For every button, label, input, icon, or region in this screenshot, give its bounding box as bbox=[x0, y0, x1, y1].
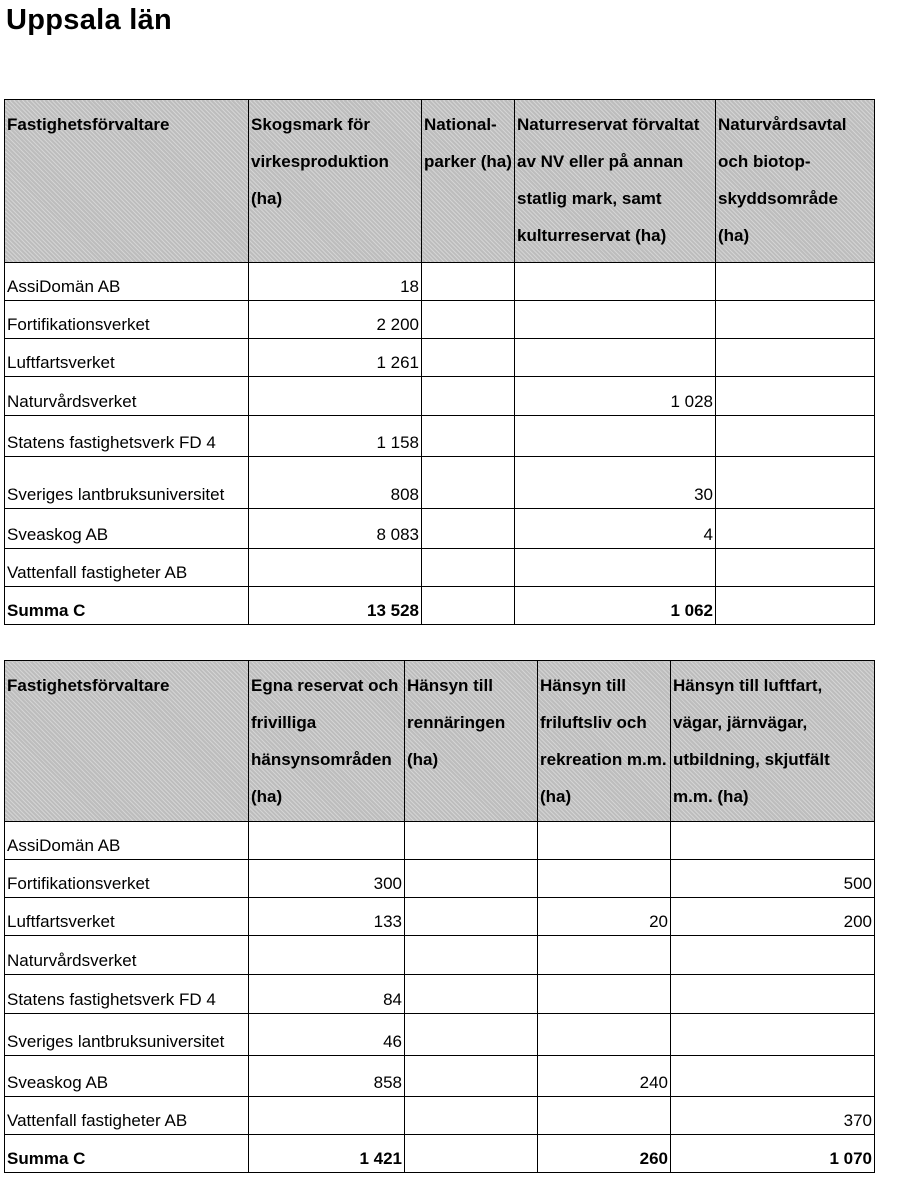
value-cell bbox=[716, 549, 875, 587]
owner-cell: AssiDomän AB bbox=[5, 263, 249, 301]
owner-cell: Sveriges lantbruksuniversitet bbox=[5, 457, 249, 509]
value-cell bbox=[538, 822, 671, 860]
value-cell: 20 bbox=[538, 898, 671, 936]
value-cell bbox=[249, 822, 405, 860]
value-cell: 200 bbox=[671, 898, 875, 936]
consideration-areas-table bbox=[4, 660, 875, 1173]
value-cell bbox=[671, 1056, 875, 1097]
owner-cell: Statens fastighetsverk FD 4 bbox=[5, 416, 249, 457]
value-cell bbox=[716, 301, 875, 339]
value-cell bbox=[405, 860, 538, 898]
value-cell bbox=[422, 339, 515, 377]
column-header: Hänsyn till luftfart, vägar, järnvägar, utbildning, skjutfält m.m. (ha) bbox=[671, 661, 875, 822]
table-row bbox=[5, 975, 875, 1014]
owner-cell: Summa C bbox=[5, 1135, 249, 1173]
table-row bbox=[5, 860, 875, 898]
value-cell bbox=[422, 509, 515, 549]
value-cell: 30 bbox=[515, 457, 716, 509]
value-cell bbox=[716, 377, 875, 416]
value-cell bbox=[538, 860, 671, 898]
column-header: Hänsyn till friluftsliv och rekreation m.m. (ha) bbox=[538, 661, 671, 822]
total-row bbox=[5, 1135, 875, 1173]
value-cell: 1 261 bbox=[249, 339, 422, 377]
owner-cell: AssiDomän AB bbox=[5, 822, 249, 860]
value-cell: 8 083 bbox=[249, 509, 422, 549]
owner-cell: Sveriges lantbruksuniversitet bbox=[5, 1014, 249, 1056]
table-row bbox=[5, 898, 875, 936]
value-cell bbox=[405, 1056, 538, 1097]
owner-cell: Sveaskog AB bbox=[5, 1056, 249, 1097]
table-row bbox=[5, 822, 875, 860]
value-cell: 46 bbox=[249, 1014, 405, 1056]
owner-cell: Luftfartsverket bbox=[5, 339, 249, 377]
value-cell bbox=[515, 549, 716, 587]
table-row bbox=[5, 301, 875, 339]
value-cell bbox=[405, 1135, 538, 1173]
value-cell bbox=[249, 549, 422, 587]
forest-land-table bbox=[4, 99, 875, 625]
value-cell bbox=[405, 822, 538, 860]
value-cell: 2 200 bbox=[249, 301, 422, 339]
value-cell bbox=[422, 301, 515, 339]
value-cell bbox=[716, 457, 875, 509]
value-cell bbox=[249, 1097, 405, 1135]
table-header-row bbox=[5, 100, 875, 263]
value-cell bbox=[716, 416, 875, 457]
owner-cell: Vattenfall fastigheter AB bbox=[5, 549, 249, 587]
value-cell: 1 158 bbox=[249, 416, 422, 457]
value-cell: 133 bbox=[249, 898, 405, 936]
value-cell bbox=[671, 1014, 875, 1056]
value-cell bbox=[515, 263, 716, 301]
value-cell bbox=[671, 936, 875, 975]
value-cell bbox=[538, 936, 671, 975]
value-cell: 260 bbox=[538, 1135, 671, 1173]
owner-cell: Fortifikationsverket bbox=[5, 860, 249, 898]
table-row bbox=[5, 549, 875, 587]
value-cell bbox=[515, 339, 716, 377]
value-cell: 84 bbox=[249, 975, 405, 1014]
value-cell bbox=[716, 509, 875, 549]
value-cell: 500 bbox=[671, 860, 875, 898]
value-cell: 240 bbox=[538, 1056, 671, 1097]
value-cell bbox=[405, 898, 538, 936]
value-cell: 1 028 bbox=[515, 377, 716, 416]
table-row bbox=[5, 1014, 875, 1056]
value-cell bbox=[422, 457, 515, 509]
value-cell bbox=[405, 975, 538, 1014]
value-cell: 1 070 bbox=[671, 1135, 875, 1173]
value-cell: 808 bbox=[249, 457, 422, 509]
value-cell bbox=[405, 936, 538, 975]
value-cell bbox=[716, 587, 875, 625]
value-cell bbox=[716, 339, 875, 377]
column-header: Skogsmark för virkesproduktion (ha) bbox=[249, 100, 422, 263]
value-cell bbox=[716, 263, 875, 301]
column-header: Fastighetsförvaltare bbox=[5, 100, 249, 263]
value-cell: 858 bbox=[249, 1056, 405, 1097]
value-cell: 300 bbox=[249, 860, 405, 898]
value-cell bbox=[538, 1014, 671, 1056]
value-cell bbox=[538, 975, 671, 1014]
value-cell bbox=[422, 416, 515, 457]
table-header-row bbox=[5, 661, 875, 822]
table-row bbox=[5, 1056, 875, 1097]
value-cell bbox=[671, 975, 875, 1014]
value-cell: 1 421 bbox=[249, 1135, 405, 1173]
value-cell bbox=[422, 377, 515, 416]
table-row bbox=[5, 377, 875, 416]
table-row bbox=[5, 416, 875, 457]
value-cell bbox=[515, 301, 716, 339]
value-cell: 1 062 bbox=[515, 587, 716, 625]
column-header: Naturreservat förvaltat av NV eller på annan statlig mark, samt kulturreservat (ha) bbox=[515, 100, 716, 263]
value-cell bbox=[422, 263, 515, 301]
column-header: Hänsyn till rennäringen (ha) bbox=[405, 661, 538, 822]
column-header: Fastighetsförvaltare bbox=[5, 661, 249, 822]
owner-cell: Summa C bbox=[5, 587, 249, 625]
owner-cell: Vattenfall fastigheter AB bbox=[5, 1097, 249, 1135]
table-row bbox=[5, 457, 875, 509]
owner-cell: Statens fastighetsverk FD 4 bbox=[5, 975, 249, 1014]
table-row bbox=[5, 936, 875, 975]
value-cell bbox=[515, 416, 716, 457]
column-header: Egna reservat och frivilliga hänsynsområden (ha) bbox=[249, 661, 405, 822]
table-row bbox=[5, 509, 875, 549]
owner-cell: Fortifikationsverket bbox=[5, 301, 249, 339]
owner-cell: Sveaskog AB bbox=[5, 509, 249, 549]
value-cell bbox=[538, 1097, 671, 1135]
column-header: Naturvårdsavtal och biotop-skyddsområde (ha) bbox=[716, 100, 875, 263]
value-cell: 18 bbox=[249, 263, 422, 301]
value-cell bbox=[249, 936, 405, 975]
table-row bbox=[5, 263, 875, 301]
owner-cell: Luftfartsverket bbox=[5, 898, 249, 936]
value-cell bbox=[405, 1097, 538, 1135]
value-cell bbox=[422, 587, 515, 625]
table-row bbox=[5, 1097, 875, 1135]
value-cell bbox=[405, 1014, 538, 1056]
page-title: Uppsala län bbox=[6, 4, 173, 36]
value-cell: 370 bbox=[671, 1097, 875, 1135]
value-cell bbox=[422, 549, 515, 587]
owner-cell: Naturvårdsverket bbox=[5, 377, 249, 416]
table-row bbox=[5, 339, 875, 377]
value-cell: 4 bbox=[515, 509, 716, 549]
value-cell bbox=[671, 822, 875, 860]
value-cell: 13 528 bbox=[249, 587, 422, 625]
total-row bbox=[5, 587, 875, 625]
owner-cell: Naturvårdsverket bbox=[5, 936, 249, 975]
value-cell bbox=[249, 377, 422, 416]
column-header: National-parker (ha) bbox=[422, 100, 515, 263]
